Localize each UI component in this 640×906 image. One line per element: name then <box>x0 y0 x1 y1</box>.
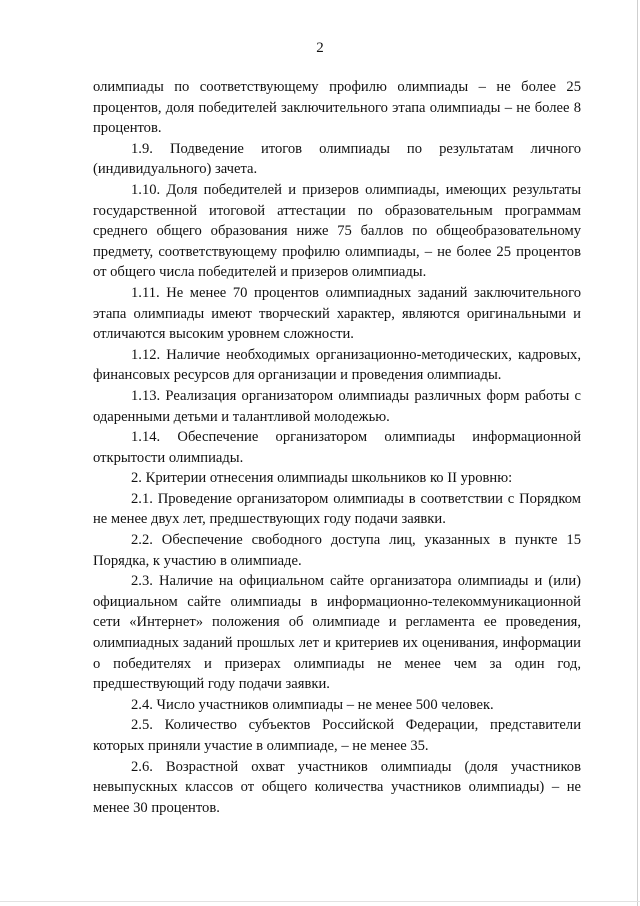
paragraph-2-4: 2.4. Число участников олимпиады – не менее 500 человек. <box>131 696 494 713</box>
paragraph-2-2: 2.2. Обеспечение свободного доступа лиц, указанных в пункте 15 Порядка, к участию в олимпиаде. <box>93 532 581 569</box>
paragraph-1-12: 1.12. Наличие необходимых организационно-методических, кадровых, финансовых ресурсов для организации и проведения олимпиады. <box>93 346 581 384</box>
paragraph-1-10: 1.10. Доля победителей и призеров олимпиады, имеющих результаты государственной итоговой аттестации по образовательным программам среднего общего образования ниже 75 баллов по общеобразовательному предмету, соответствующему профилю олимпиады, – не более 25 процентов от общего числа победителей и призеров олимпиады. <box>93 181 581 281</box>
paragraph-2-3: 2.3. Наличие на официальном сайте организатора олимпиады и (или) официальном сайте олимпиады в информационно-телекоммуникационной сети «Интернет» положения об олимпиаде и регламента ее проведения, олимпиадных заданий прошлых лет и критериев их оценивания, информации о победителях и призерах олимпиады не менее чем за один год, предшествующий году подачи заявки. <box>93 573 581 693</box>
paragraph-1-11: 1.11. Не менее 70 процентов олимпиадных заданий заключительного этапа олимпиады имеют творческий характер, являются оригинальными и отличаются высоким уровнем сложности. <box>93 284 581 343</box>
scan-edge-bottom <box>0 901 640 902</box>
paragraph-1-14: 1.14. Обеспечение организатором олимпиады информационной открытости олимпиады. <box>93 429 581 466</box>
paragraph-1-9: 1.9. Подведение итогов олимпиады по результатам личного (индивидуального) зачета. <box>93 140 581 178</box>
paragraph-2-5: 2.5. Количество субъектов Российской Федерации, представители которых приняли участие в олимпиаде, – не менее 35. <box>93 717 581 754</box>
scan-edge-right <box>637 0 638 906</box>
paragraph-2-heading: 2. Критерии отнесения олимпиады школьников ко II уровню: <box>131 470 513 487</box>
paragraph-2-1: 2.1. Проведение организатором олимпиады в соответствии с Порядком не менее двух лет, предшествующих году подачи заявки. <box>93 490 581 528</box>
paragraph-1-13: 1.13. Реализация организатором олимпиады различных форм работы с одаренными детьми и талантливой молодежью. <box>93 387 581 425</box>
page-number: 2 <box>316 40 324 56</box>
document-body <box>93 77 581 818</box>
paragraph-2-6: 2.6. Возрастной охват участников олимпиады (доля участников невыпускных классов от общего количества участников олимпиады) – не менее 30 процентов. <box>93 758 581 816</box>
paragraph-continuation-1-8: олимпиады по соответствующему профилю олимпиады – не более 25 процентов, доля победителей заключительного этапа олимпиады – не более 8 процентов. <box>93 79 581 137</box>
